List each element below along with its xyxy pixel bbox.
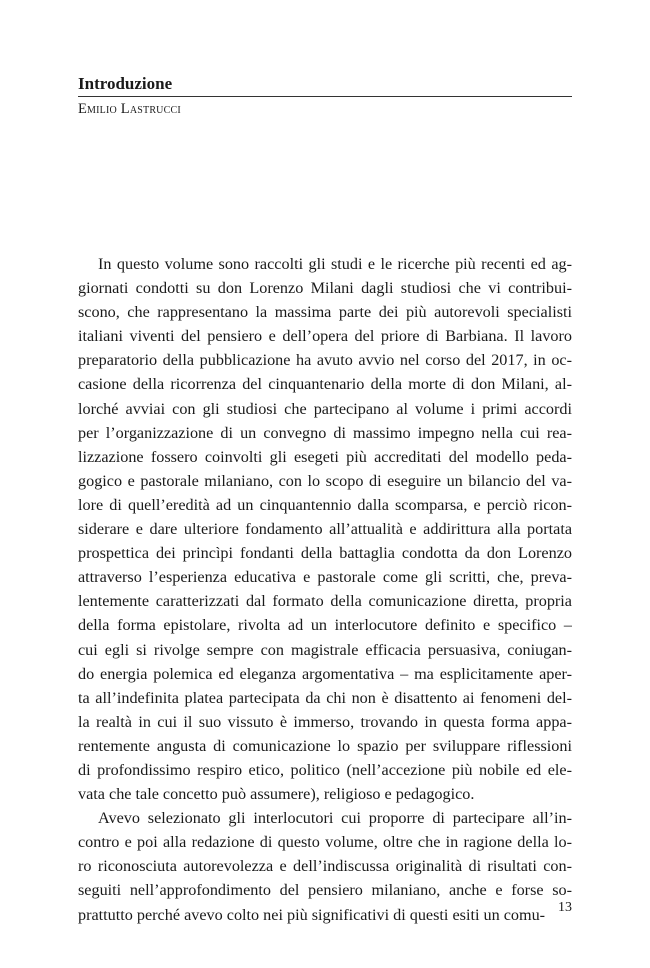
author-name: Emilio Lastrucci — [78, 101, 181, 117]
body-text — [78, 252, 572, 927]
text-line: scono, che rappresentano la massima parte dei più autorevoli specialisti — [78, 303, 572, 322]
text-line: In questo volume sono raccolti gli studi e le ricerche più recenti ed ag- — [98, 255, 572, 273]
page-number: 13 — [558, 900, 572, 915]
text-line: lore di quell’eredità ad un cinquantennio dalla scomparsa, e perciò ricon- — [78, 495, 572, 514]
text-line: rentemente angusta di comunicazione lo spazio per sviluppare riflessioni — [78, 736, 572, 755]
text-line: prospettica dei princìpi fondanti della battaglia condotta da don Lorenzo — [78, 544, 572, 563]
text-line: preparatorio della pubblicazione ha avuto avvio nel corso del 2017, in oc- — [78, 351, 572, 370]
text-line: italiani viventi del pensiero e dell’opera del priore di Barbiana. Il lavoro — [78, 327, 572, 346]
text-line: della forma epistolare, rivolta ad un interlocutore definito e specifico – — [78, 616, 572, 635]
chapter-header — [78, 74, 572, 119]
text-line: lizzazione fossero coinvolti gli esegeti più accreditati del modello peda- — [78, 447, 572, 466]
text-line: di profondissimo respiro etico, politico (nell’accezione più nobile ed ele- — [78, 760, 572, 779]
chapter-title: Introduzione — [78, 74, 572, 97]
paragraph — [78, 252, 572, 806]
text-line: la realtà in cui il suo vissuto è immerso, trovando in questa forma appa- — [78, 712, 572, 731]
text-line: contro e poi alla redazione di questo volume, oltre che in ragione della lo- — [78, 833, 572, 852]
text-line: lentemente caratterizzati dal formato della comunicazione diretta, propria — [78, 592, 572, 611]
text-line: cui egli si rivolge sempre con magistrale efficacia persuasiva, coniugan- — [78, 640, 572, 659]
text-line: casione della ricorrenza del cinquantenario della morte di don Milani, al- — [78, 375, 572, 394]
text-line: gogico e pastorale milaniano, con lo scopo di eseguire un bilancio del va- — [78, 471, 572, 490]
text-line: ta all’indefinita platea partecipata da chi non è disattento ai fenomeni del- — [78, 688, 572, 707]
text-line: lorché avviai con gli studiosi che partecipano al volume i primi accordi — [78, 399, 572, 418]
text-line: per l’organizzazione di un convegno di massimo impegno nella cui rea- — [78, 423, 572, 442]
text-line: giornati condotti su don Lorenzo Milani dagli studiosi che vi contribui- — [78, 279, 572, 298]
text-line: siderare e dare ulteriore fondamento all’attualità e addirittura alla portata — [78, 520, 572, 539]
text-line: attraverso l’esperienza educativa e pastorale come gli scritti, che, preva- — [78, 568, 572, 587]
text-line: vata che tale concetto può assumere), religioso e pedagogico. — [78, 785, 475, 804]
text-line: prattutto perché avevo colto nei più significativi di questi esiti un comu- — [78, 905, 546, 924]
paragraph — [78, 806, 572, 926]
text-line: do energia polemica ed eleganza argomentativa – ma esplicitamente aper- — [78, 664, 572, 683]
text-line: ro riconosciuta autorevolezza e dell’indiscussa originalità di risultati con- — [78, 857, 572, 876]
text-line: seguiti nell’approfondimento del pensiero milaniano, anche e forse so- — [78, 881, 572, 900]
text-line: Avevo selezionato gli interlocutori cui proporre di partecipare all’in- — [98, 809, 572, 828]
